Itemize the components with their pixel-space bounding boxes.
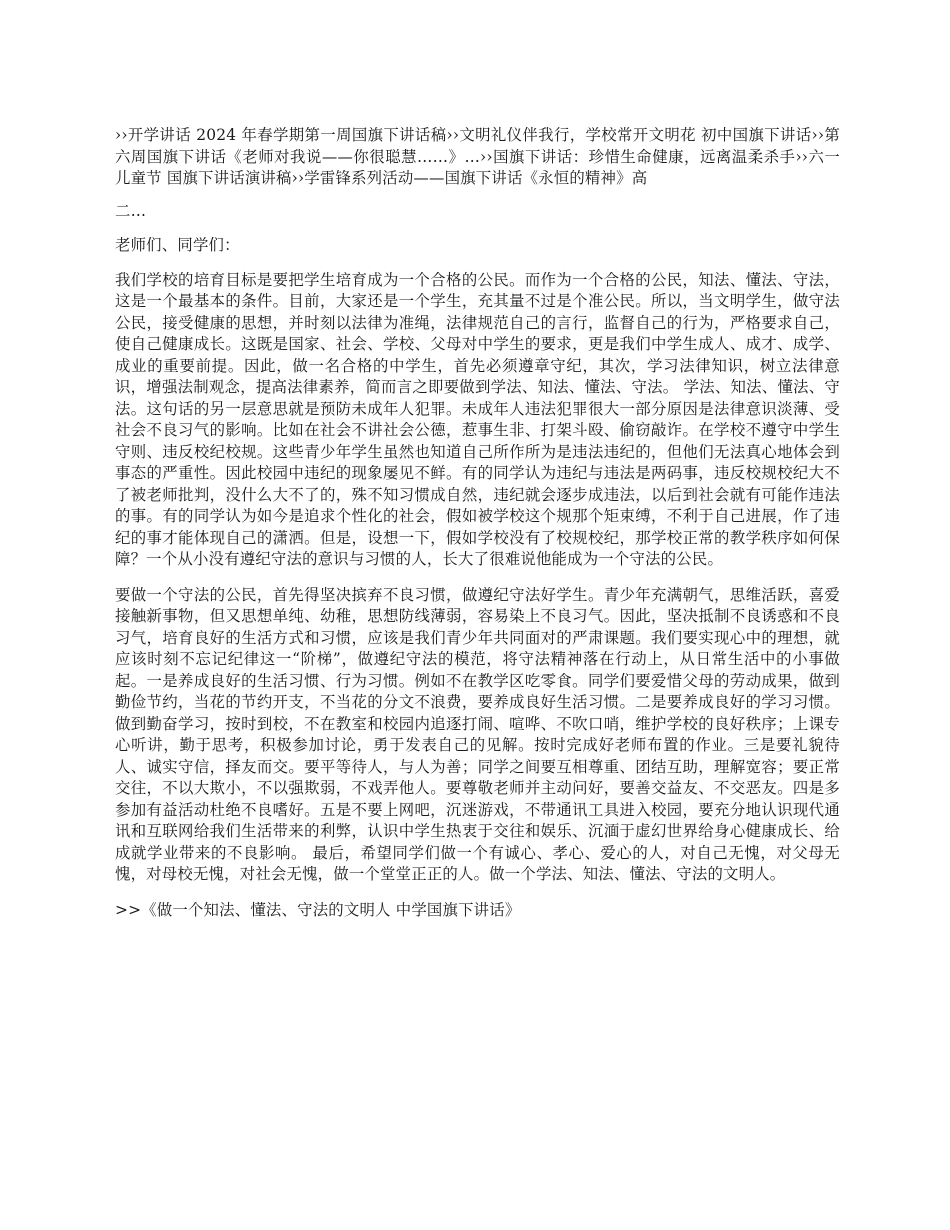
related-links[interactable]: ››开学讲话 2024 年春学期第一周国旗下讲话稿››文明礼仪伴我行，学校常开文明花 初中国旗下讲话››第六周国旗下讲话《老师对我说——你很聪慧……》…››国旗下讲话：珍惜生命健康，远离温柔杀手››六一儿童节 国旗下讲话演讲稿››学雷锋系列活动——国旗下讲话《永恒的精神》高 xyxy=(115,126,840,187)
paragraph-1: 我们学校的培育目标是要把学生培育成为一个合格的公民。而作为一个合格的公民，知法、懂法、守法，这是一个最基本的条件。目前，大家还是一个学生，充其量不过是个准公民。所以，当文明学生，做守法公民，接受健康的思想，并时刻以法律为准绳，法律规范自己的言行，监督自己的行为，严格要求自己，使自己健康成长。这既是国家、社会、学校、父母对中学生的要求，更是我们中学生成人、成才、成学、成业的重要前提。因此，做一名合格的中学生，首先必须遵章守纪，其次，学习法律知识，树立法律意识，增强法制观念，提高法律素养，简而言之即要做到学法、知法、懂法、守法。 学法、知法、懂法、守法。这句话的另一层意思就是预防未成年人犯罪。未成年人违法犯罪很大一部分原因是法律意识淡薄、受社会不良习气的影响。比如在社会不讲社会公德，惹事生非、打架斗殴、偷窃敲诈。在学校不遵守中学生守则、违反校纪校规。这些青少年学生虽然也知道自己所作所为是违法违纪的，但他们无法真心地体会到事态的严重性。因此校园中违纪的现象屡见不鲜。有的同学认为违纪与违法是两码事，违反校规校纪大不了被老师批判，没什么大不了的，殊不知习惯成自然，违纪就会逐步成违法，以后到社会就有可能作违法的事。有的同学认为如今是追求个性化的社会，假如被学校这个规那个矩束缚，不利于自己进展，作了违纪的事才能体现自己的潇洒。但是，设想一下，假如学校没有了校规校纪，那学校正常的教学秩序如何保障？一个从小没有遵纪守法的意识与习惯的人，长大了很难说他能成为一个守法的公民。 xyxy=(115,270,840,568)
paragraph-2: 要做一个守法的公民，首先得坚决摈弃不良习惯，做遵纪守法好学生。青少年充满朝气，思维活跃，喜爱接触新事物，但又思想单纯、幼稚，思想防线薄弱，容易染上不良习气。因此，坚决抵制不良诱惑和不良习气，培育良好的生活方式和习惯，应该是我们青少年共同面对的严肃课题。我们要实现心中的理想，就应该时刻不忘记纪律这一“阶梯”，做遵纪守法的模范，将守法精神落在行动上，从日常生活中的小事做起。一是养成良好的生活习惯、行为习惯。例如不在教学区吃零食。同学们要爱惜父母的劳动成果，做到勤俭节约，当花的节约开支，不当花的分文不浪费，要养成良好生活习惯。二是要养成良好的学习习惯。做到勤奋学习，按时到校，不在教室和校园内追逐打闹、喧哗、不吹口哨，维护学校的良好秩序；上课专心听讲，勤于思考，积极参加讨论，勇于发表自己的见解。按时完成好老师布置的作业。三是要礼貌待人、诚实守信，择友而交。要平等待人，与人为善；同学之间要互相尊重、团结互助，理解宽容；要正常交往，不以大欺小，不以强欺弱，不戏弄他人。要尊敬老师并主动问好，要善交益友、不交恶友。四是多参加有益活动杜绝不良嗜好。五是不要上网吧，沉迷游戏，不带通讯工具进入校园，要充分地认识现代通讯和互联网给我们生活带来的利弊，认识中学生热衷于交往和娱乐、沉湎于虚幻世界给身心健康成长、给成就学业带来的不良影响。 最后，希望同学们做一个有诚心、孝心、爱心的人，对自己无愧，对父母无愧，对母校无愧，对社会无愧，做一个堂堂正正的人。做一个学法、知法、懂法、守法的文明人。 xyxy=(115,585,840,883)
greeting: 老师们、同学们： xyxy=(115,236,240,254)
section-marker: 二… xyxy=(115,201,147,220)
footer-link[interactable]: >>《做一个知法、懂法、守法的文明人 中学国旗下讲话》 xyxy=(115,900,521,919)
document-body xyxy=(115,125,840,935)
